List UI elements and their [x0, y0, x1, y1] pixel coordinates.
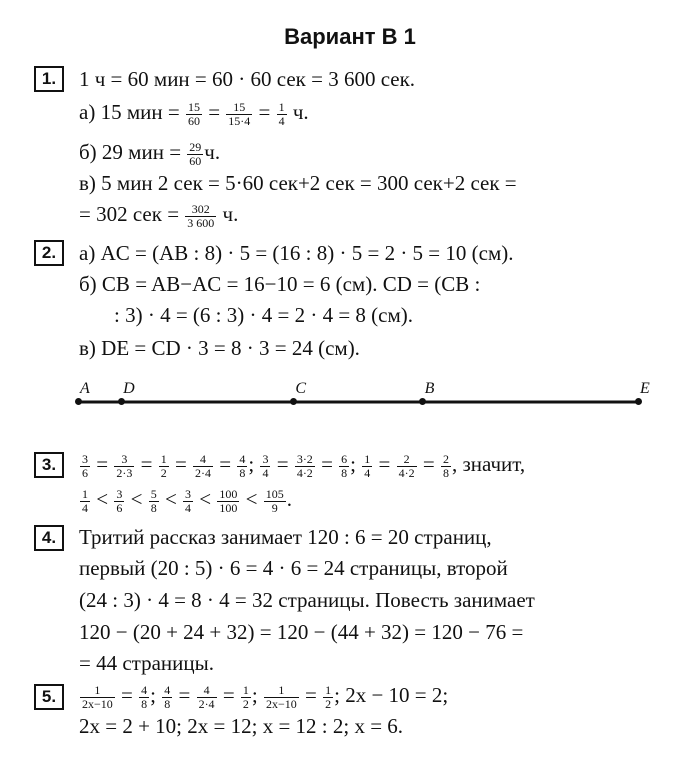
task-number-badge: 5.: [34, 684, 64, 710]
task1-line-b: б) 29 мин = $\frac{29}{60}$ ч.: [79, 139, 221, 168]
task2-line-c: в) DE = CD · 3 = 8 · 3 = 24 (см).: [79, 336, 360, 360]
segment-label-b: B: [424, 380, 435, 397]
fraction: $\frac{15}{60}$: [187, 99, 200, 128]
task-number-badge: 4.: [34, 525, 64, 551]
task4-line: Тритий рассказ занимает 120 : 6 = 20 страниц,: [79, 525, 492, 549]
fraction: $\frac{302}{3 600}$: [187, 201, 215, 230]
fraction: $\frac{1}{4}$: [278, 99, 285, 128]
segment-point-d: [118, 398, 125, 405]
fraction: $\frac{15}{15\cdot 4}$: [228, 99, 251, 128]
segment-label-a: A: [80, 380, 90, 397]
segment-point-e: [635, 398, 642, 405]
task4-line: 120 − (20 + 24 + 32) = 120 − (44 + 32) = 120 − 76 =: [79, 620, 524, 644]
task1-line-a: а) 15 мин = $\frac{15}{60}$ = $\frac{15}{15\cdot 4}$ = $\frac{1}{4}$ ч.: [79, 99, 309, 128]
task-number-badge: 3.: [34, 452, 64, 478]
task-number-badge: 2.: [34, 240, 64, 266]
task-number-badge: 1.: [34, 66, 64, 92]
segment-label-e: E: [640, 380, 650, 397]
segment-point-a: [75, 398, 82, 405]
segment-line: [70, 378, 650, 418]
segment-label-c: C: [295, 380, 307, 397]
task2-line-b2: : 3) · 4 = (6 : 3) · 4 = 2 · 4 = 8 (см).: [114, 303, 414, 327]
task1-line-c2: = 302 сек = $\frac{302}{3 600}$ ч.: [79, 201, 239, 230]
task2-line-b1: б) CB = AB−AC = 16−10 = 6 (см). CD = (CB :: [79, 272, 481, 296]
segment-label-d: D: [123, 380, 135, 397]
task5-line1: $\frac{1}{2x-10}$ = $\frac{4}{8}$ ; $\frac{4}{8}$ = $\frac{4}{2\cdot 4}$ = $\frac{1}{2}$ ; $\frac{1}{2x-10}$ = $\frac{1}{2}$ ; 2x − 10 = 2;: [82, 682, 449, 711]
fraction: $\frac{29}{60}$: [189, 139, 202, 168]
task3-line2: $\frac{1}{4}$ < $\frac{3}{6}$ < $\frac{5}{8}$ < $\frac{3}{4}$ < $\frac{100}{100}$ < $\frac{105}{9}$ .: [82, 486, 292, 515]
task4-line: (24 : 3) · 4 = 8 · 4 = 32 страницы. Повесть занимает: [79, 588, 535, 612]
page-title: Вариант В 1: [284, 24, 416, 49]
task1-line-c1: в) 5 мин 2 сек = 5·60 сек+2 сек = 300 сек+2 сек =: [79, 171, 517, 195]
task3-line1: $\frac{3}{6}$ = $\frac{3}{2\cdot 3}$ = $\frac{1}{2}$ = $\frac{4}{2\cdot 4}$ = $\frac{4}{8}$ ; $\frac{3}{4}$ = $\frac{3\cdot 2}{4\cdot 2}$ = $\frac{6}{8}$ ; $\frac{1}{4}$ = $\frac{2}{4\cdot 2}$ = $\frac{2}{8}$ , значит,: [82, 451, 526, 480]
task5-line2: 2x = 2 + 10; 2x = 12; x = 12 : 2; x = 6.: [79, 714, 404, 738]
task4-line: = 44 страницы.: [79, 651, 214, 675]
task1-line: 1 ч = 60 мин = 60 · 60 сек = 3 600 сек.: [79, 67, 416, 91]
task4-line: первый (20 : 5) · 6 = 4 · 6 = 24 страницы, второй: [79, 556, 508, 580]
segment-point-c: [290, 398, 297, 405]
task2-line-a: а) AC = (AB : 8) · 5 = (16 : 8) · 5 = 2 · 5 = 10 (см).: [79, 241, 514, 265]
